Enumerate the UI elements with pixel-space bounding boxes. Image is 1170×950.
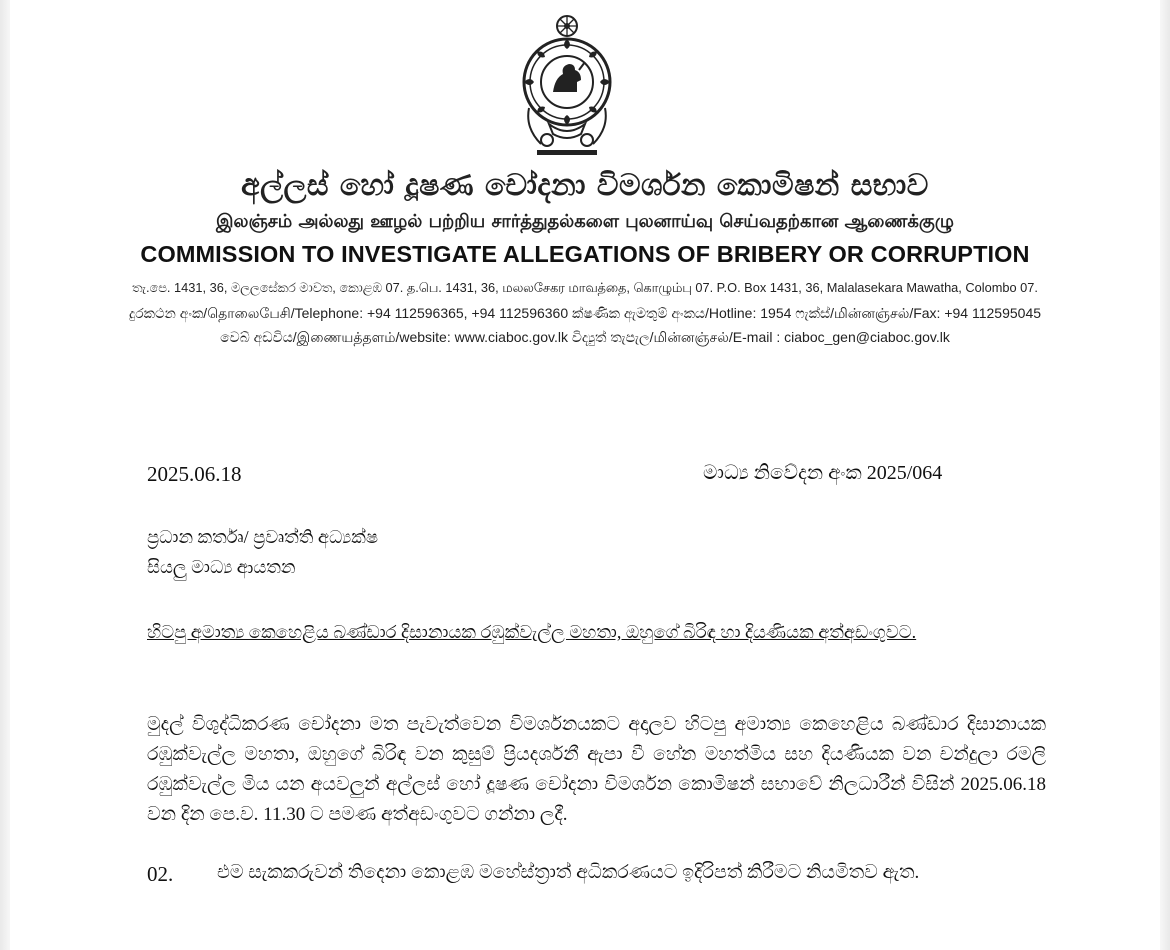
letter-date: 2025.06.18 bbox=[147, 462, 242, 486]
paragraph-2: එම සැකකරුවන් තිදෙනා කොළඹ මහේස්ත්‍රාත් අධිකරණයට ඉදිරිපත් කිරීමට නියමිතව ඇත. bbox=[217, 862, 920, 883]
state-emblem-icon bbox=[515, 12, 619, 158]
recipient-line-1: ප්‍රධාන කර්තෘ/ ප්‍රවෘත්ති අධ්‍යක්ෂ bbox=[147, 527, 379, 547]
letter-subject: හිටපු අමාත්‍ය කෙහෙළිය බණ්ඩාර දිසානායක රඹුක්වැල්ල මහතා, ඔහුගේ බිරිඳ හා දියණියක අත්අඩංගුවට. bbox=[147, 622, 917, 642]
letter-page bbox=[10, 0, 1160, 950]
page-edge-right bbox=[1160, 0, 1170, 950]
commission-title-sinhala: අල්ලස් හෝ දූෂණ චෝදනා විමර්ශන කොමිෂන් සභාව bbox=[241, 168, 929, 203]
commission-title-tamil: இலஞ்சம் அல்லது ஊழல் பற்றிய சார்த்துதல்களை புலனாய்வு செய்வதற்கான ஆணைக்குழு bbox=[216, 211, 954, 232]
page-edge-left bbox=[0, 0, 10, 950]
recipient-line-2: සියලු මාධ්‍ය ආයතන bbox=[147, 557, 296, 577]
website-email: වෙබ් අඩවිය/இணையத்தளம்/website: www.ciaboc.gov.lk විද්‍යුත් තැපැල/மின்னஞ்சல்/E-mail : ciaboc_gen@ciaboc.gov.lk bbox=[220, 329, 950, 345]
commission-title-english: COMMISSION TO INVESTIGATE ALLEGATIONS OF BRIBERY OR CORRUPTION bbox=[140, 241, 1030, 267]
contact-numbers: දුරකථන අංක/தொலைபேசி/Telephone: +94 112596365, +94 112596360 ක්ෂණික ඇමතුම් අංකය/Hotline: 1954 ෆැක්ස්/மின்னஞ்சல்/Fax: +94 112595045 bbox=[128, 305, 1042, 321]
postal-address: තැ.පෙ. 1431, 36, මලලසේකර මාවත, කොළඹ 07. த.பெ. 1431, 36, மலலசேகர மாவத்தை, கொழும்பு 07. P.O. Box 1431, 36, Malalasekara Mawatha, Colombo 07. bbox=[132, 280, 1038, 295]
media-release-number: මාධ්‍ය නිවේදන අංක 2025/064 bbox=[703, 462, 943, 484]
paragraph-2-number: 02. bbox=[147, 862, 174, 886]
paragraph-1: මුදල් විශුද්ධිකරණ චෝදනා මත පැවැත්වෙන විමර්ශනයකට අදාලව හිටපු අමාත්‍ය කෙහෙළිය බණ්ඩාර දිසානායක රඹුක්වැල්ල මහතා, ඔහුගේ බිරිඳ වන කුසුම් ප්‍රියදර්ශනී ඇපා වී හේන මහත්මිය සහ දියණියක වන චන්දුලා රමලි රඹුක්වැල්ල මිය යන අයවලුන් අල්ලස් හෝ දූෂණ චෝදනා විමර්ශන කොමිෂන් සභාවේ නිලධාරීන් විසින් 2025.06.18 වන දින පෙ.ව. 11.30 ට පමණ අත්අඩංගුවට ගන්නා ලදී. bbox=[147, 714, 1046, 825]
